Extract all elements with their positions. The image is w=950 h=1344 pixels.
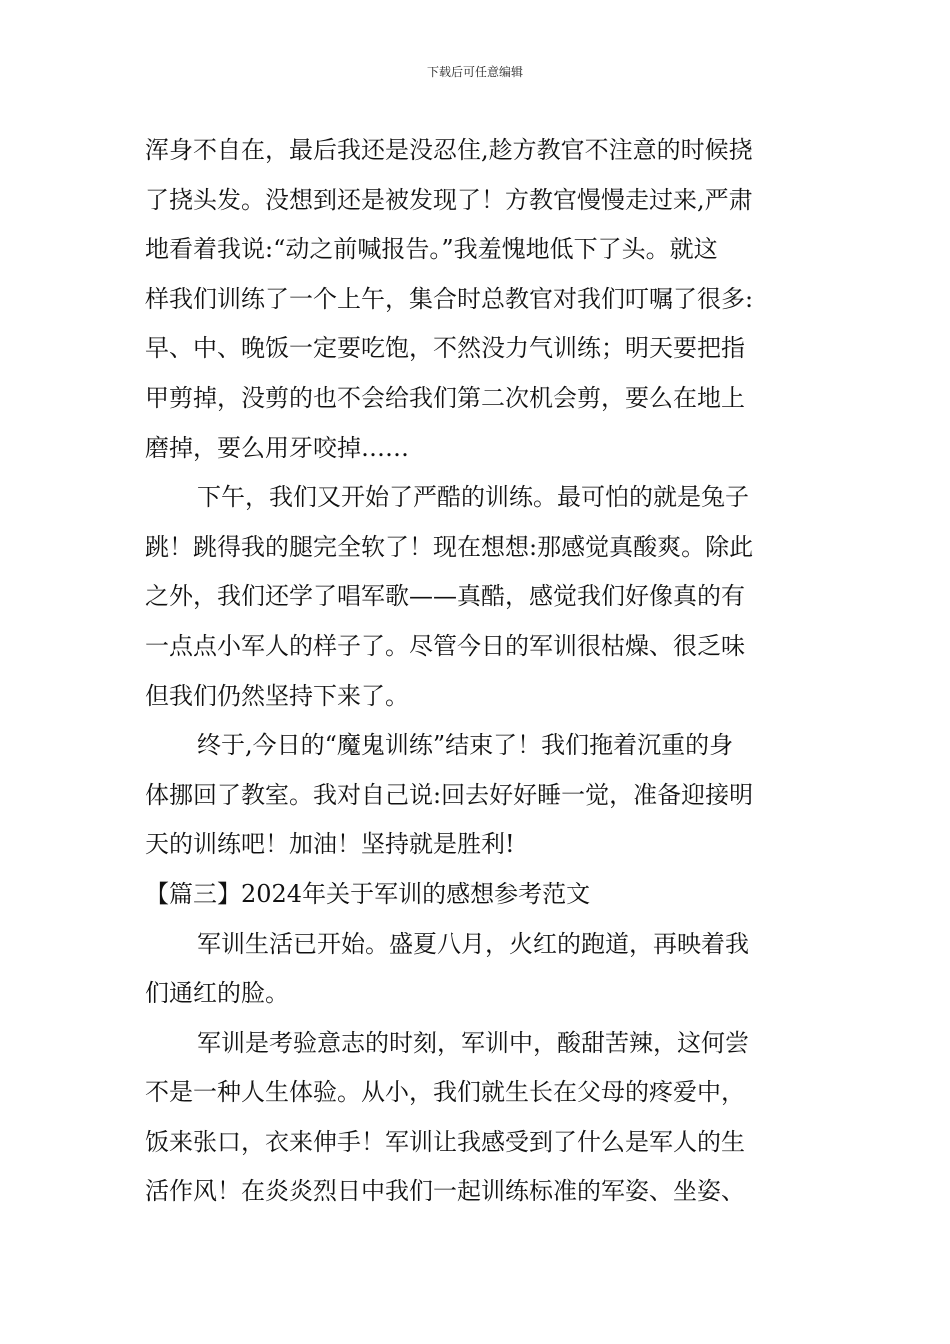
text-line: 不是一种人生体验。从小，我们就生长在父母的疼爱中， — [145, 1078, 745, 1107]
text-line: 体挪回了教室。我对自己说:回去好好睡一觉，准备迎接明 — [145, 780, 754, 809]
text-line: 早、中、晚饭一定要吃饱，不然没力气训练；明天要把指 — [145, 334, 745, 363]
text-line: 了挠头发。没想到还是被发现了！方教官慢慢走过来,严肃 — [145, 185, 753, 214]
text-line: 磨掉，要么用牙咬掉…… — [145, 433, 409, 462]
text-line: 甲剪掉，没剪的也不会给我们第二次机会剪，要么在地上 — [145, 383, 745, 412]
text-line: 活作风！在炎炎烈日中我们一起训练标准的军姿、坐姿、 — [145, 1177, 745, 1206]
text-line: 之外，我们还学了唱军歌——真酷，感觉我们好像真的有 — [145, 582, 745, 611]
text-line: 但我们仍然坚持下来了。 — [145, 681, 409, 710]
text-line: 浑身不自在，最后我还是没忍住,趁方教官不注意的时候挠 — [145, 136, 753, 164]
text-line: 跳！跳得我的腿完全软了！现在想想:那感觉真酸爽。除此 — [145, 532, 754, 561]
text-line: 地看着我说:“动之前喊报告。”我羞愧地低下了头。就这 — [145, 235, 718, 264]
text-line: 【篇三】2024年关于军训的感想参考范文 — [145, 879, 591, 908]
text-line: 们通红的脸。 — [145, 979, 289, 1008]
document-body — [145, 126, 810, 1217]
text-line: 军训是考验意志的时刻，军训中，酸甜苦辣，这何尝 — [197, 1028, 749, 1057]
text-line: 一点点小军人的样子了。尽管今日的军训很枯燥、很乏味 — [145, 631, 745, 660]
text-line: 军训生活已开始。盛夏八月，火红的跑道，再映着我 — [197, 929, 749, 958]
text-line: 下午，我们又开始了严酷的训练。最可怕的就是兔子 — [197, 483, 749, 512]
text-line: 天的训练吧！加油！坚持就是胜利! — [145, 830, 515, 859]
text-line: 终于,今日的“魔鬼训练”结束了！我们拖着沉重的身 — [197, 731, 734, 760]
text-line: 样我们训练了一个上午，集合时总教官对我们叮嘱了很多: — [145, 284, 754, 313]
text-line: 饭来张口，衣来伸手！军训让我感受到了什么是军人的生 — [145, 1127, 745, 1156]
page-header: 下载后可任意编辑 — [426, 65, 523, 79]
